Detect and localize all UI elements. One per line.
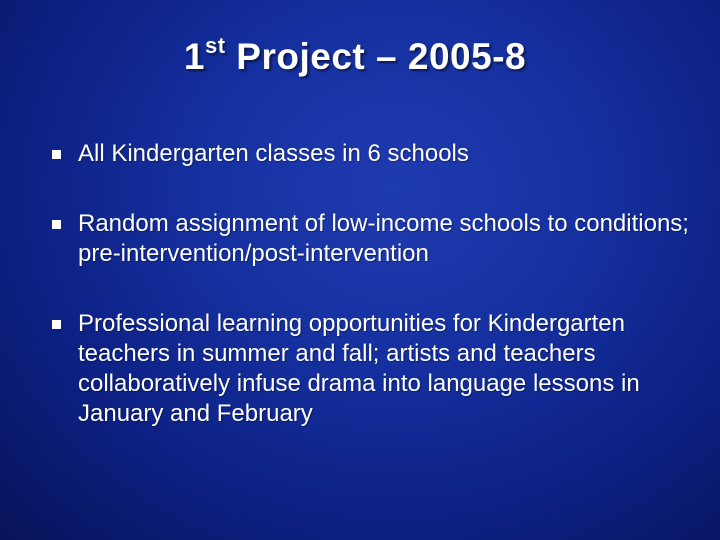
title-text: Project – 2005-8	[225, 36, 527, 77]
bullet-item	[52, 309, 692, 429]
slide-title	[0, 33, 720, 78]
title-superscript: st	[204, 33, 226, 58]
bullet-text: All Kindergarten classes in 6 schools	[78, 140, 469, 167]
square-bullet-icon	[52, 150, 61, 159]
bullet-text: Professional learning opportunities for Kindergarten teachers in summer and fall; artists and teachers collaboratively infuse drama into language lessons in January and February	[78, 310, 640, 427]
bullet-item	[52, 209, 692, 269]
bullet-text: Random assignment of low-income schools to conditions; pre-intervention/post-intervention	[78, 210, 689, 267]
square-bullet-icon	[52, 320, 61, 329]
bullet-item	[52, 139, 692, 169]
square-bullet-icon	[52, 220, 61, 229]
title-number: 1	[183, 36, 205, 77]
bullet-list	[52, 139, 692, 429]
